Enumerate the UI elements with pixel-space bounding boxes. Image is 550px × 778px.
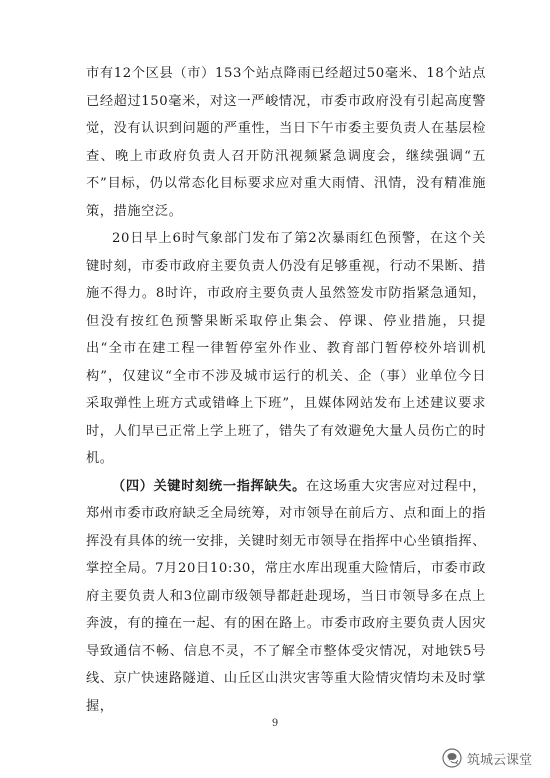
- paragraph-2: [86, 225, 486, 473]
- paragraph-2-text: 20日早上6时气象部门发布了第2次暴雨红色预警，在这个关键时刻，市委市政府主要负责人仍没有足够重视，行动不果断、措施不得力。8时许，市政府主要负责人虽然签发市防指紧急通知，但没有按红色预警果断采取停止集会、停课、停业措施，只提出“全市在建工程一律暂停室外作业、教育部门暂停校外培训机构”，仅建议“全市不涉及城市运行的机关、企（事）业单位今日采取弹性上班方式或错峰上下班”，且媒体网站发布上述建议要求时，人们早已正常上学上班了，错失了有效避免大量人员伤亡的时机。: [86, 231, 486, 466]
- document-body: [86, 60, 486, 720]
- paragraph-3-text: 在这场重大灾害应对过程中，郑州市委市政府缺乏全局统筹，对市领导在前后方、点和面上的指挥没有具体的统一安排，关键时刻无市领导在指挥中心坐镇指挥、掌控全局。7月20日10:30，常庄水库出现重大险情后，市委市政府主要负责人和3位副市级领导都赶赴现场，当日市领导多在点上奔波，有的撞在一起、有的困在路上。市委市政府主要负责人因灾导致通信不畅、信息不灵，不了解全市整体受灾情况，对地铁5号线、京广快速路隧道、山丘区山洪灾害等重大险情灾情均未及时掌握，: [86, 478, 486, 714]
- watermark-text: 筑城云课堂: [466, 752, 532, 768]
- watermark: [442, 748, 532, 768]
- page-number: 9: [271, 718, 279, 729]
- paragraph-1-text: 市有12个区县（市）153个站点降雨已经超过50毫米、18个站点已经超过150毫米，对这一严峻情况，市委市政府没有引起高度警觉，没有认识到问题的严重性，当日下午市委主要负责人在基层检查、晚上市政府负责人召开防汛视频紧急调度会，继续强调“五不”目标，仍以常态化目标要求应对重大雨情、汛情，没有精准施策，措施空泛。: [86, 66, 486, 219]
- wechat-channel-icon: [442, 748, 462, 768]
- paragraph-3: [86, 473, 486, 721]
- section-heading: （四）关键时刻统一指挥缺失。: [112, 478, 306, 494]
- paragraph-1: [86, 60, 486, 225]
